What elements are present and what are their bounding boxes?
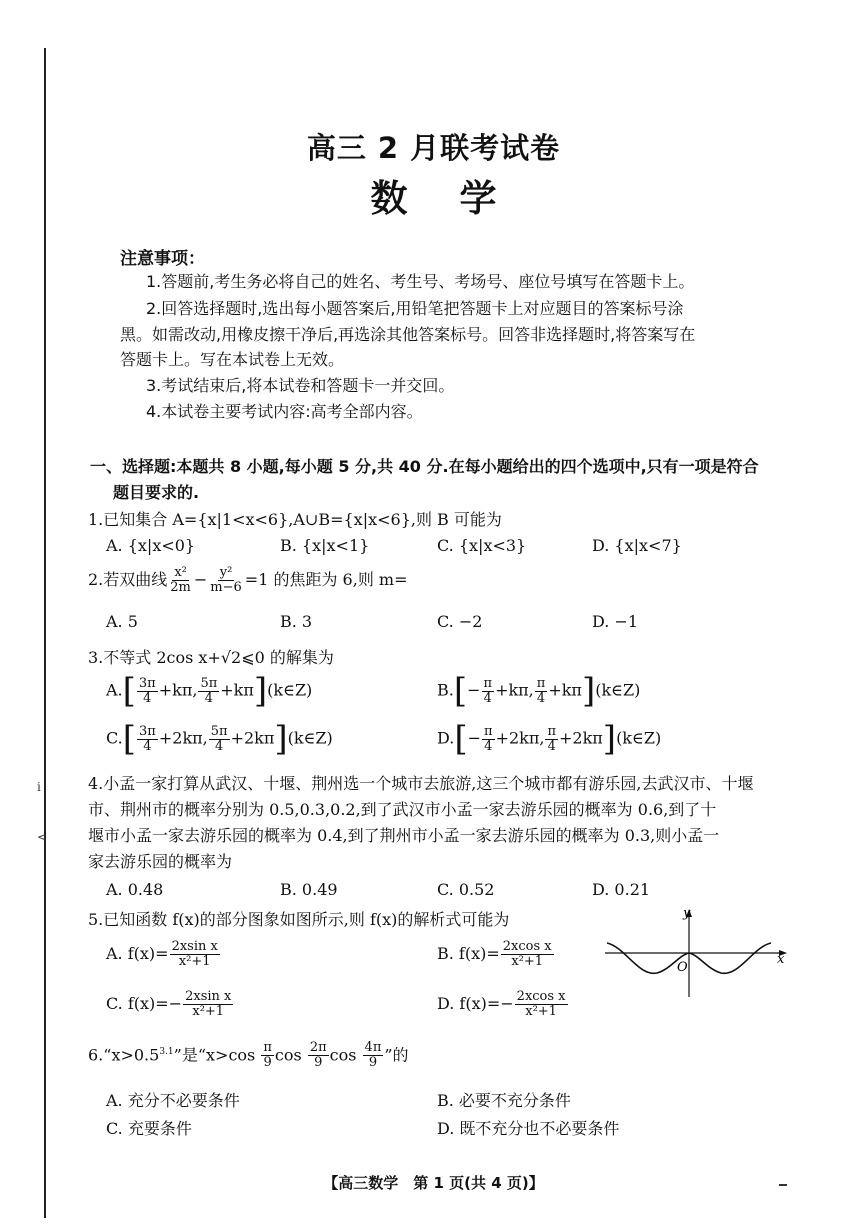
binding-line [44, 48, 46, 1218]
corner-mark [779, 1184, 787, 1186]
q4-option-d: D. 0.21 [592, 880, 651, 899]
q5-option-b: B. f(x)= $\frac{\text{2xcos x}}{\text{x²+1}}$ [437, 939, 552, 969]
q3-option-b: B.[− $\frac{\pi}{4}$ +kπ, $\frac{\pi}{4}$ +kπ](k∈Z) [437, 671, 641, 711]
q6-option-b: B. 必要不充分条件 [437, 1091, 571, 1110]
question-2-stem: 2.若双曲线 $\frac{\text{x²}}{2m}$ − $\frac{\text{y²}}{m-6}$ =1 的焦距为 6,则 m= [88, 565, 408, 595]
q5-option-c: C. f(x)=− $\frac{\text{2xsin x}}{\text{x²+1}}$ [106, 989, 232, 1019]
notice-item: 2.回答选择题时,选出每小题答案后,用铅笔把答题卡上对应题目的答案标号涂 [146, 299, 684, 318]
q4-option-b: B. 0.49 [280, 880, 338, 899]
q2-option-a: A. 5 [106, 612, 138, 631]
question-4-line: 4.小孟一家打算从武汉、十堰、荆州选一个城市去旅游,这三个城市都有游乐园,去武汉市、十堰 [88, 774, 754, 793]
q2-suffix: =1 的焦距为 6,则 m= [244, 570, 408, 589]
q5-option-d: D. f(x)=− $\frac{\text{2xcos x}}{\text{x²+1}}$ [437, 989, 566, 1019]
q4-option-c: C. 0.52 [437, 880, 495, 899]
q1-option-d: D. {x|x<7} [592, 536, 682, 555]
margin-mark: i [37, 780, 41, 794]
notice-item: 答题卡上。写在本试卷上无效。 [120, 350, 345, 369]
q6-option-d: D. 既不充分也不必要条件 [437, 1119, 620, 1138]
q3-option-c: C.[ $\frac{3\pi}{4}$ +2kπ, $\frac{5\pi}{4}$ +2kπ](k∈Z) [106, 719, 333, 759]
q2-fraction-y: $\frac{\text{y²}}{m-6}$ [210, 565, 242, 595]
q1-option-b: B. {x|x<1} [280, 536, 370, 555]
q2-fraction-x: $\frac{\text{x²}}{2m}$ [170, 565, 191, 595]
x-axis-label: x [777, 952, 785, 967]
notice-item: 3.考试结束后,将本试卷和答题卡一并交回。 [146, 376, 455, 395]
q5-function-graph [605, 905, 795, 1000]
page-footer: 【高三数学 第 1 页(共 4 页)】 [323, 1174, 544, 1192]
subject-title: 数学 [370, 177, 549, 220]
exam-title: 高三 2 月联考试卷 [306, 131, 561, 165]
q2-option-c: C. −2 [437, 612, 483, 631]
section-heading-cont: 题目要求的. [113, 483, 200, 502]
q2-prefix: 2.若双曲线 [88, 570, 168, 589]
margin-mark: < [37, 830, 48, 844]
q1-option-c: C. {x|x<3} [437, 536, 527, 555]
question-5-stem: 5.已知函数 f(x)的部分图象如图所示,则 f(x)的解析式可能为 [88, 910, 510, 929]
question-1-stem: 1.已知集合 A={x|1<x<6},A∪B={x|x<6},则 B 可能为 [88, 510, 502, 529]
notice-item: 黑。如需改动,用橡皮擦干净后,再选涂其他答案标号。回答非选择题时,将答案写在 [120, 325, 696, 344]
q1-option-a: A. {x|x<0} [106, 536, 196, 555]
question-3-stem: 3.不等式 2cos x+√2⩽0 的解集为 [88, 648, 334, 667]
notice-item: 1.答题前,考生务必将自己的姓名、考生号、考场号、座位号填写在答题卡上。 [146, 272, 695, 291]
q6-option-c: C. 充要条件 [106, 1119, 192, 1138]
q4-option-a: A. 0.48 [106, 880, 164, 899]
section-heading: 一、选择题:本题共 8 小题,每小题 5 分,共 40 分.在每小题给出的四个选项中,只有一项是符合 [90, 457, 759, 476]
notice-item: 4.本试卷主要考试内容:高考全部内容。 [146, 402, 423, 421]
q3-option-d: D.[− $\frac{\pi}{4}$ +2kπ, $\frac{\pi}{4}$ +2kπ](k∈Z) [437, 719, 662, 759]
y-axis-label: y [683, 906, 691, 921]
notice-heading: 注意事项： [120, 249, 205, 269]
question-4-line: 市、荆州市的概率分别为 0.5,0.3,0.2,到了武汉市小孟一家去游乐园的概率为 0.6,到了十 [88, 800, 717, 819]
origin-label: O [677, 960, 688, 975]
q5-option-a: A. f(x)= $\frac{\text{2xsin x}}{\text{x²+1}}$ [106, 939, 218, 969]
q2-option-d: D. −1 [592, 612, 639, 631]
question-6-stem: $6.“x>0.5^{3.1}$”是“x>cos $\frac{\pi}{9}$ cos $\frac{2\pi}{9}$ cos $\frac{4\pi}{9}$ ”的 [88, 1040, 409, 1071]
question-4-line: 堰市小孟一家去游乐园的概率为 0.4,到了荆州市小孟一家去游乐园的概率为 0.3,则小孟一 [88, 826, 720, 845]
q6-option-a: A. 充分不必要条件 [106, 1091, 240, 1110]
question-4-line: 家去游乐园的概率为 [88, 852, 233, 871]
q2-option-b: B. 3 [280, 612, 313, 631]
q3-option-a: A.[ $\frac{3\pi}{4}$ +kπ, $\frac{5\pi}{4}$ +kπ](k∈Z) [106, 671, 313, 711]
